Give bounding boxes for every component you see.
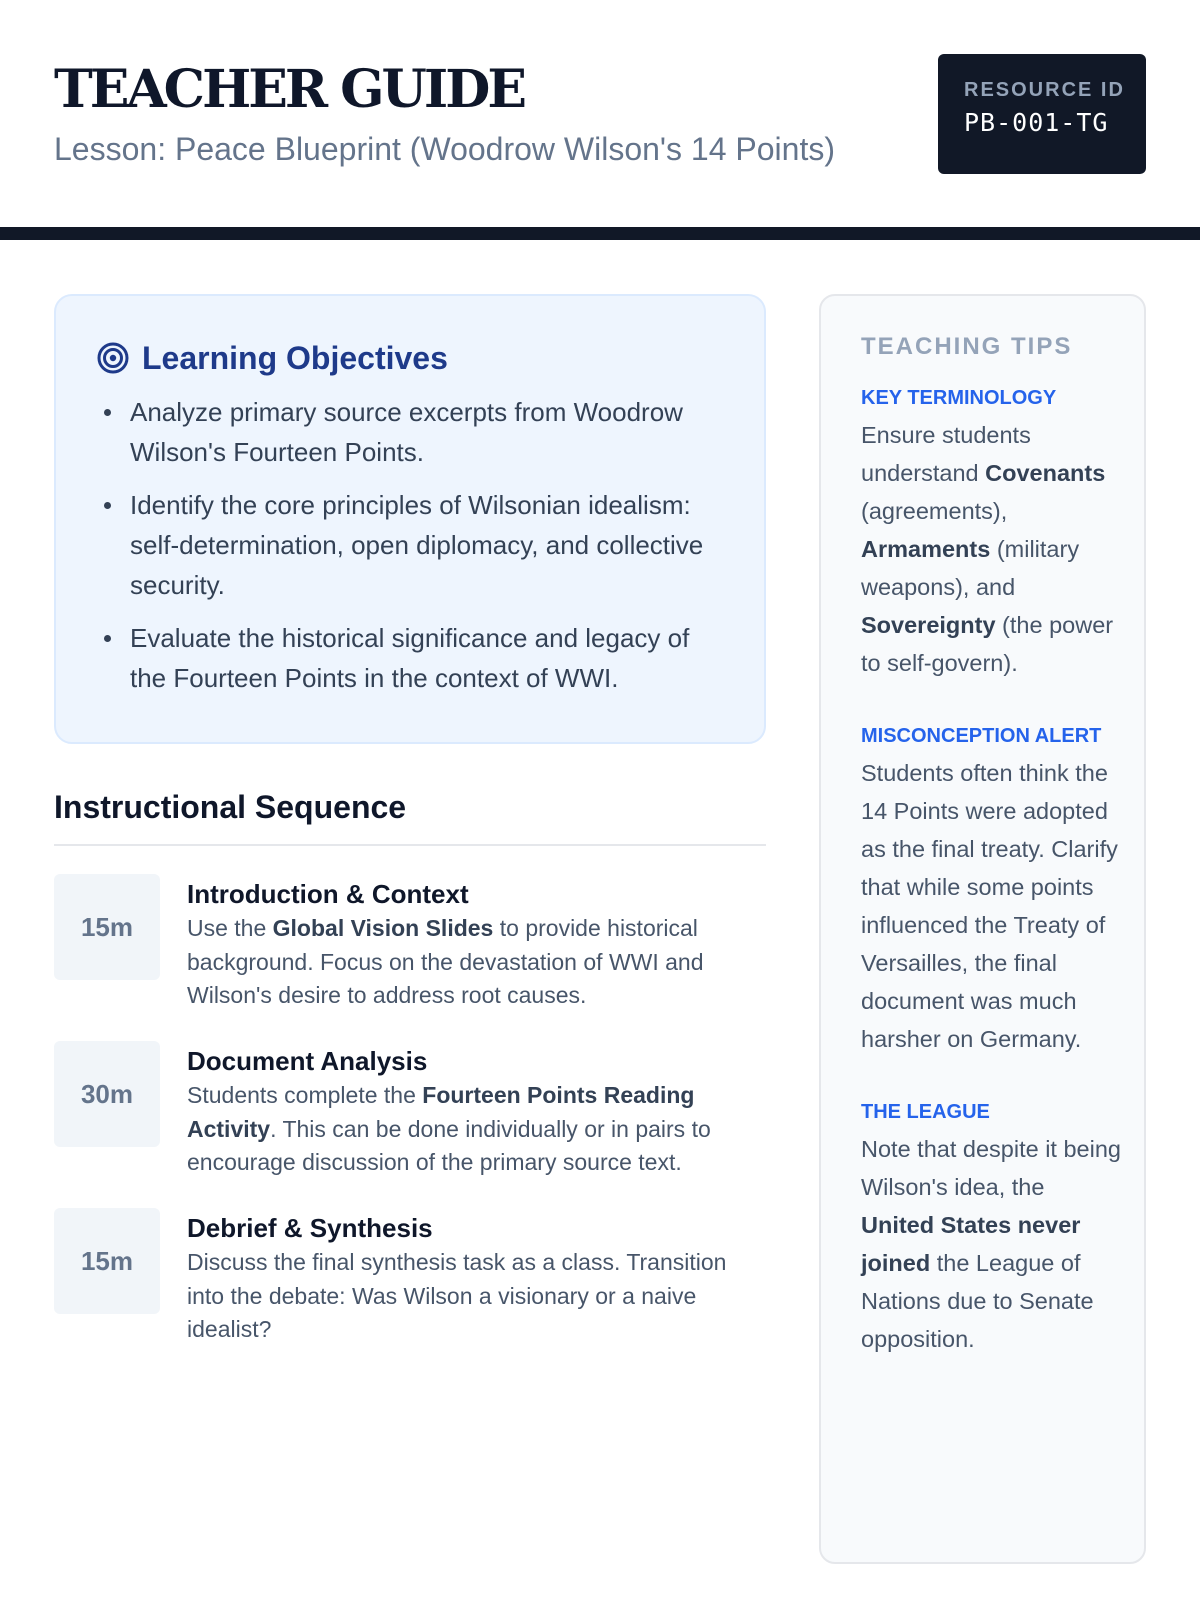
tip-misconception-alert (861, 722, 1124, 1058)
resource-id-badge (938, 54, 1146, 174)
step-title: Debrief & Synthesis (187, 1213, 433, 1243)
resource-name: Fourteen Points Reading Activity (187, 1082, 695, 1142)
teaching-tips-title: TEACHING TIPS (861, 333, 1073, 360)
resource-id-value: PB-001-TG (964, 108, 1109, 137)
teaching-tips-panel (819, 294, 1146, 1564)
step-body (187, 876, 768, 1013)
step-title: Document Analysis (187, 1046, 428, 1076)
learning-objectives-card (54, 294, 766, 744)
tip-key-terminology (861, 384, 1124, 682)
objectives-heading (96, 338, 724, 378)
tip-text: Note that despite it being Wilson's idea, the United States never joined the League of Nations due to Senate opposition. (861, 1136, 1121, 1352)
tip-label: MISCONCEPTION ALERT (861, 725, 1102, 747)
resource-name: Global Vision Slides (272, 915, 494, 941)
sequence-step-debrief (54, 1208, 768, 1358)
step-description: Use the Global Vision Slides to provide historical background. Focus on the devastation of WWI and Wilson's desire to address root causes. (187, 915, 704, 1008)
instructional-sequence-title: Instructional Sequence (54, 789, 407, 825)
tip-the-league (861, 1098, 1124, 1358)
document-title: TEACHER GUIDE (54, 59, 524, 120)
step-body (187, 1043, 768, 1180)
sequence-step-introduction (54, 874, 768, 1024)
step-body (187, 1210, 768, 1347)
objectives-title: Learning Objectives (142, 339, 448, 376)
step-duration: 15m (54, 1208, 160, 1314)
page-header (54, 54, 1146, 174)
tip-text: Students often think the 14 Points were adopted as the final treaty. Clarify that while some points influenced the Treaty of Versailles, the final document was much harsher on Germany. (861, 760, 1118, 1052)
resource-id-label: RESOURCE ID (964, 79, 1125, 101)
step-description: Discuss the final synthesis task as a class. Transition into the debate: Was Wilson a visionary or a naive idealist? (187, 1249, 727, 1342)
step-description: Students complete the Fourteen Points Reading Activity. This can be done individually or in pairs to encourage discussion of the primary source text. (187, 1082, 711, 1175)
lesson-subtitle: Lesson: Peace Blueprint (Woodrow Wilson's 14 Points) (54, 131, 835, 167)
objective-item: Identify the core principles of Wilsonian idealism: self-determination, open diplomacy, and collective security. (96, 485, 724, 605)
objective-item: Analyze primary source excerpts from Woodrow Wilson's Fourteen Points. (96, 392, 724, 472)
sequence-step-document-analysis (54, 1041, 768, 1191)
step-duration: 15m (54, 874, 160, 980)
header-divider (0, 227, 1200, 240)
step-duration: 30m (54, 1041, 160, 1147)
sequence-divider (54, 844, 766, 846)
step-title: Introduction & Context (187, 879, 469, 909)
target-icon (96, 341, 130, 375)
tip-text: Ensure students understand Covenants (agreements), Armaments (military weapons), and Sovereignty (the power to self-govern). (861, 422, 1114, 676)
objectives-list (96, 392, 724, 698)
objective-item: Evaluate the historical significance and legacy of the Fourteen Points in the context of WWI. (96, 618, 724, 698)
tip-label: THE LEAGUE (861, 1101, 990, 1123)
tip-label: KEY TERMINOLOGY (861, 387, 1057, 409)
